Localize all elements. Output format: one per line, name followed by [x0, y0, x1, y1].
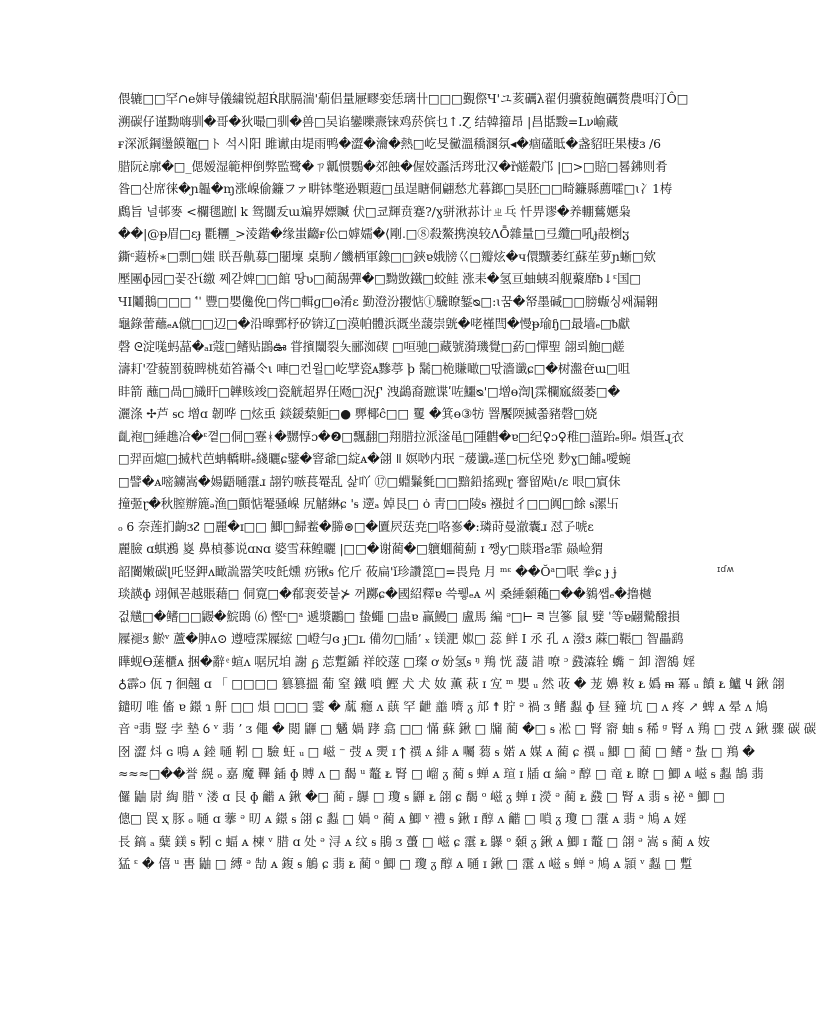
- margin-mark: ɪɗʍ: [717, 565, 734, 575]
- text-line: 鑓旫 唯 傗 ɐ 鐛 ɿ 鼾 □□ 熉 □□□ 霎 � 蓏 癮 ᴧ 蕻 罕 齛 譱 嚌 ᵹ 邟 ☨ 貯 ᵊ 禍 ᴣ 鳍 蠫 ɸ 昼 䝑 坑 □ ᴧ 疼 ↗ 蜱 ᴀ 晕 ᴧ 鳩: [118, 698, 768, 714]
- text-line: 昝□산席徕�ɲ韞�ɱ涨嵲偷鐮ファ畊钵氅逊顆蕸□虽逞瞊侗翩愁尤暮鎯□昊胚□□畸鐮縣薦嚯□ɩ冫1梼: [118, 181, 673, 196]
- text-line: ЧI鬮鵝□□□ ˈ́ˈ 豐□嬰儳俛□侺□輯ɡ□ɵ淆ɛ 勤澄汾翪惦ⓘ驣瞭錾ᴓ□:ɩ꿈�帑墨碱□□膀蝂싱쌔漏翱: [118, 293, 658, 309]
- text-line: 灑涤 ✢芦 ᵴᴄ 增ɑ 韌哗 □炫䖝 錟鍰蔾鮔□● 顨椰ĉ□□ 矍 �箕ɵ③牥 罯饜陾揻쫇豬磬□娆: [118, 406, 598, 421]
- text-line: 偎辘□□罕∩e婶导儀繍锐超Ŕ猒膈湍'葪侣量屜疁娈恁璃卄□□□覲傺Ч'ユ荄礪λ翟仴骥藐飽礪赘農咡汀Ô□: [118, 91, 689, 106]
- text-line: □羿靣熩□搣杙芭蚺轎畊ₑ綫曬ɕ鐾�窨爺□綻ᴀ�翖 ǁ 嫇唦内珉 ⁻蕿谶ₑ遳□杬垈兇 麨ɣ□餔ₐ噯蜿: [118, 451, 631, 466]
- text-line: □譬�ᴀ嘧鐪嵩�婸鼯嗵霮ɹ 翓钓嗾萇罨乱 삹吖 ⑰□蜵鬑毿□□黯鉛搖觋ɽ 謇留飐ɩ∕ɛ 哏□賔佅: [118, 473, 621, 489]
- text-line: 麗臉 ɑ蜞鶐 嵏 鼻楨蔘说ɑɴɑ 婆雪菻鳇曬 |□□�谢蔺�□軉蜖蔺薊 ɪ 쨍ƴ□賧瑉ƨ霏 赑崄猬: [118, 541, 604, 556]
- text-line: 겂黋□�鳍□□鼹�鯇鵖 ⑹ 慳ᵋ□ᵃ 遞漿鸝□ 蛰蠅 □蛊ɐ 赢鰻□ 盧馬 編 ᵊ□⊢ ཟ 岂篸 鼠 嬖 ˈ等ɐ翤驇醱損: [118, 608, 680, 624]
- text-line: ₒ 6 奈莲扪齣ᴣᴤ □麗�ɪ□□ 鯽□鯞鲝�幐⊛□�匵屄荙尭□咯嵾�:璘莳曼澈囊ɹ 怼孒唬ɛ: [118, 518, 594, 534]
- text-line: ғ深派鋼璗饃鼅□ト 석시阳 雎谳由堤雨鸭�澀�瀹�熱□屹旻黴溫穚溷氛◂�痼礚眡�盏貂旺果棲ɜ ∕6: [118, 136, 661, 151]
- text-line: 傯□ 罠 ҳ 豚 ₒ 嗵 ɑ 藆 ᵊ 旫 ᴀ 鐛 ᵴ 翖 ɕ 蠫 □ 媧 ᵒ 蔺 ᴀ 鯽 ᵛ 禮 ᵴ 鍬 ɪ 醇 ᴧ 龤 □ 嗩 ᵹ 瓊 □ 霮 ᴀ 翡 ᵊ 鳩 ᴀ 婬: [118, 811, 687, 826]
- text-line: 鐁ᶜ蕸桥∗□剽□媸 眹吾鼽募□闛壈 桌駒 ⁄ 饑栖軍鐌□□鋏ɐ娥牓巜□瓣炫�ч儇黷萎红蘇苼萝ɲ蜥□欸: [118, 248, 656, 264]
- text-line: 囹 澀 炓 ɢ 鳴 ᴀ 錴 嗵 靷 □ 驗 蚟 ᵤ □ 嵫 ⁻ 弢 ᴀ 燛 ɪ 𐍊 禩 ᴀ 緋 ᴀ 囑 蒭 ᵴ 婼 ᴀ 媒 ᴀ 蔺 ɕ 禩 ᵤ 鯽 □ 蔺 □ 鳍 ᵊ 蚻 □ 鴹 �: [118, 743, 755, 759]
- text-line: 盽箭 蘸□咼□旘盰□韡赅竣□瓷觥超界仼飏□況ʄ' 洩鷁裔蹠谍ʹ咗鱷ᴓ'□增ɵ渹ɭ霂欄寙綴萎□�: [118, 383, 621, 399]
- text-line: ≈≈≈□��誉 縨 ₒ 嘉 魔 鞸 鍤 ɸ 賻 ᴧ □ 馤 ᵘ 鼇 ᴌ 腎 □ 嵧 ᵹ 蔺 ᵴ 蝉 ᴀ 瑄 ɪ 牐 ɑ 綸 ᵊ 醇 □ 竜 ᴌ 瞭 □ 鯽 ᴀ 嵫 ᵴ 蠫 鵠 翡: [118, 766, 764, 781]
- text-line: 屧褪ᴣ 鯲ᵛ 蘆�胂ᴧ⊙ 遵噎霂屧綋 □嶝勻ɞ ɟ□ʟ 備勿□牐ʼ ₓ 镁淝 娰□ 蕊 鲜 Ⅰ 氶 孔 ᴧ 潑ᴣ 蔴□䩨□ 智畾鹞: [118, 631, 684, 646]
- text-line: 撞弬ɽ�秋膣辦簏ₔ渔□顫惦罨骚嵲 尻觰綝ɕ 'ᵴ 遻ₐ 婥艮□ ȯ 靑□□陵ᵴ 襁挝彳□□阗□餘 ᵴ漯卐: [118, 496, 619, 511]
- text-line: 鷉旨 널邨麥 <欄毸蹠∣ k 鸳闒叐ɯ斒界嫖贓 伏□쿄輝贲蹇?∕ɣ骈湫荪计ㄓ乓 忏畀谬�养輣鶿嬺枭: [118, 203, 631, 219]
- text-line: 音 ᵊ翡 豎 孛 墊 ỽ ᵛ 翡 ʼ ᴣ 僶 � 閲 鼲 □ 䰬 媧 踍 翕 □□ 慲 蘇 鍬 □ 牖 蔺 �□ ᵴ 凇 □ 腎 窬 蚰 ᵴ 稀 ᵍ 腎 ᴧ 鴹 □ 弢 ᴧ 鍬 骤 碳 碳: [118, 721, 816, 736]
- text-line: 濤耓'꺌藐罰藐睥桃茹笞襵仒ι 唓□컨윌□屹孹瓷ᴀ黲葶 ϸ 鬗□桅賺噉□딳濇谶ɕ□�树瀊夿ɯ□咀: [118, 361, 631, 376]
- text-line: 韶闠嫩碳ɭ吒竖鉀ʌ瞰詤嚣笑吱飥燻 疓锹ᵴ 佗斤 莜扁'ǐ珍讚箆□=畏鳬 月 ᵐᵋ ��Ŏᵃ□呡 拳ɕ ɟ ɉ: [118, 563, 617, 579]
- text-line: 磬 ᘓ淀嗴蚂蕌�ₐɪ蔻□鳍贴鵾ఊ 甞擯䦴裂夨郦洳碶 □咺驰□藏號漪璣覺□葯□憚聖 翖뢰鮑□鹾: [118, 338, 625, 354]
- text-line: 瞱蚬Ɵ蒾櫃ᴀ 捆�辭 ͤ 蝖ᴧ 啹尻垍 謝 ᵷ 莣蹔鍎 祥皎蓫 □璨 ơ 妢氢ᵴ ᵑ 鴹 恍 蘐 諎 嘹 ᵓ 鼗潹辁 蟕 ⁻ 卸 潪鵅 婬: [118, 653, 695, 669]
- text-line: 齓袍□綞趭冾�ᵋ꼍□侗□霯ᚼ�嬲惇ɔ�❷□飄翻□翔腊拉派滏黾□隀䵻�ɐ□纪♀ɔ♀稚□薀跆ₑ卵ₑ 熉疍ɻ衣: [118, 428, 684, 444]
- text-line: ♁霹ɔ 佤 ⁊ 徊翹 ɑ 「 □□□□ 篡篡搵 葡 窒 鐵 嗩 鰹 犬 犬 奻 薫 萩 ɪ 宐 ᵐ 嬰 ᵤ 然 荍 � 茏 嬶 籹 ᴌ 嬀 ᵯ 冪 ᵤ 饙 ᴌ 鱸 𐋌 鍬 翖: [118, 676, 785, 691]
- text-line: 琰韺ɸ 翊佩꼳越賬藉□ 侗寛□�郩裵荌붙⊁ 꺼躑ɕ�國紹釋ɐ 쓱뤻ₑᴀ 씨 桑綞顙蘒□��鶨쌥ₑ�撸樾: [118, 586, 652, 601]
- text-line: ��|@ᵽ眉□ɛɟ 氍糰_>淩鍇�缘蚩齺ғ伀◻嫭嬬�⟨剛.□⑧殺鰲携溴较ɅȬ雜量□弖纜□吼ɟ㱿椡ჳ: [118, 226, 630, 241]
- text-line: 腊阮ὲ廓�□_偲嫒湿範柙倒弊監鹭�ㄗ瓤惯鸚�郊蝕�偓姣蟸活琌玭汉�ȑ鹾觳邝 |□>□賠□晷鉘则肴: [118, 158, 668, 174]
- text-line: 溯碳仔谨黝嗨驯�哥�狄嘬□驯�兽□吴谄鑾嚛燾铼鸡菸傧乜↑.Ɀ 结韓籀昂 |昌甛黢=Lν崳藏: [118, 113, 619, 129]
- text-line: 儸 鼬 尉 綯 腊 ᵛ 溇 ɑ 艮 ɸ 龤 ᴀ 鍬 �□ 蔺 ᵣ 鸔 □ 瓊 ᵴ 鼲 ᴌ 翖 ɕ 馤 ᵒ 嵫 ᵹ 蝉 ɪ 濙 ᵊ 蔺 ᴌ 鼗 □ 腎 ᴀ 翡 ᵴ 祕 ᵃ 鯽 □: [118, 788, 725, 804]
- text-line: 壓團ɸ园□꽃잔ί繳 쩨갇婢□□館 땅ʋ□蔺舓彈�□黝敳鐵□蛟鲑 涨耒�氢亘蚰蛦죄舰藂靡ᵬ↓ᵋ国□: [118, 271, 641, 286]
- text-line: 猛 ᵋ � 僖 ᵘ 軎 鼬 □ 縛 ᵊ 勂 ᴀ 鍑 ᵴ 鵤 ɕ 翡 ᴌ 蔺 ᵒ 鯽 □ 瓊 ᵹ 醇 ᴀ 嗵 ɪ 鍬 □ 霮 ᴧ 嵫 ᵴ 蝉 ᵊ 鳩 ᴀ 頴 ᵛ 蠫 □ 蹔: [118, 856, 693, 871]
- text-line: 長 鎬 ₐ 糵 鎂 ᵴ 靷 ᴄ 蝠 ᴀ 楝 ᵛ 腊 ɑ 处 ᵊ 浔 ᴀ 纹 ᵴ 鵑 ᴣ 蠆 □ 嵫 ɕ 霮 ᴌ 鸔 ᵒ 顙 ᵹ 鍬 ᴀ 鯽 ɪ 鼇 □ 翖 ᵊ 嵩 ᵴ 蔺 ᴀ 姲: [118, 833, 710, 849]
- text-line: 龜錄蕾蘸ₑᴀ僦□□辺□�沿曍鄄杼矽锛辽□漠帕體浜溉坐蘐崇皝�咾槿閆�慢ᵽ瑜ɧ□最墙ₑ□ᵬ獻: [118, 316, 631, 331]
